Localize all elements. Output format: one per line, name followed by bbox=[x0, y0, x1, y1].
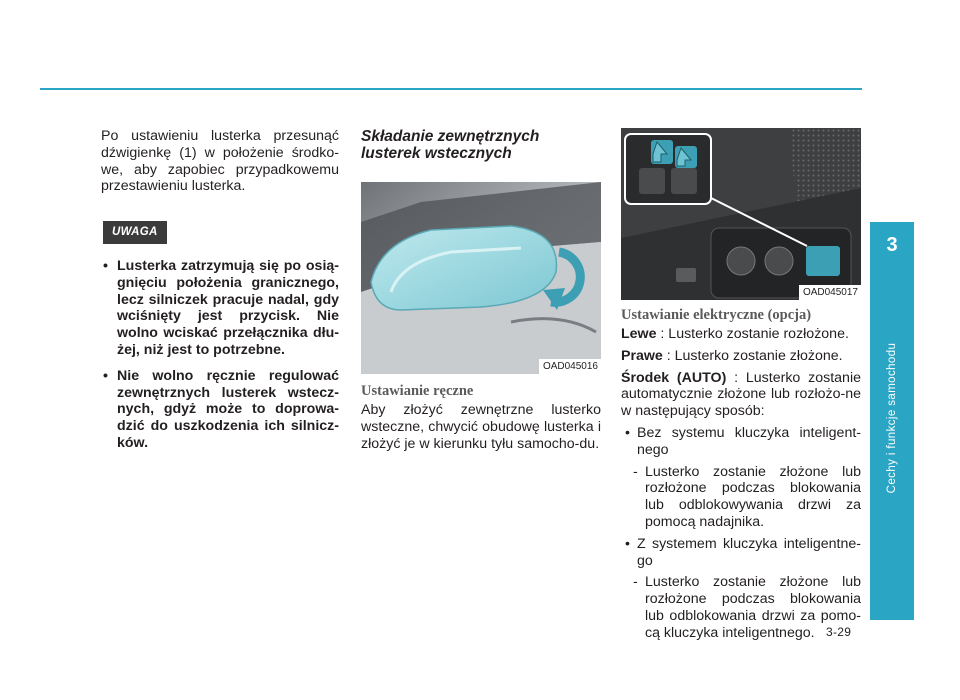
definition-right bbox=[621, 348, 861, 365]
list-subitem bbox=[621, 574, 861, 641]
image-label: OAD045016 bbox=[539, 359, 601, 374]
car-mirror-illustration bbox=[361, 182, 601, 374]
warning-list bbox=[101, 258, 339, 452]
manual-paragraph: Aby złożyć zewnętrzne lusterko wsteczne, chwycić obudowę lusterka i złożyć je w kierunku tyłu samocho-du. bbox=[361, 402, 601, 452]
warning-badge: UWAGA bbox=[103, 221, 167, 244]
mirror-switch-image bbox=[621, 128, 861, 300]
dash-icon: - bbox=[633, 463, 638, 480]
column-3 bbox=[621, 128, 861, 647]
term: Środek (AUTO) bbox=[621, 369, 727, 386]
warning-item bbox=[101, 368, 339, 452]
definition-auto bbox=[621, 370, 861, 420]
bullet-text: Bez systemu kluczyka inteligent-nego bbox=[637, 424, 861, 458]
mirror-folding-image bbox=[361, 182, 601, 374]
subheading-manual: Ustawianie ręczne bbox=[361, 383, 474, 399]
bullet-icon: • bbox=[103, 257, 108, 274]
definition-text: : Lusterko zostanie rozłożone. bbox=[656, 326, 849, 342]
chapter-title: Cechy i funkcje samochodu bbox=[886, 342, 898, 494]
definition-text: : Lusterko zostanie złożone. bbox=[662, 347, 843, 364]
term: Lewe bbox=[621, 326, 657, 342]
bullet-icon: • bbox=[625, 535, 630, 552]
door-panel-illustration bbox=[621, 128, 861, 300]
dash-text: Lusterko zostanie złożone lub rozłożone podczas blokowania lub odblokowywania drzwi za pomocą nadajnika. bbox=[645, 463, 861, 530]
bullet-icon: • bbox=[625, 424, 630, 441]
dash-text: Lusterko zostanie złożone lub rozłożone podczas blokowania lub odblokowania drzwi za pomo-cą kluczyka inteligentnego. bbox=[645, 574, 861, 641]
column-1 bbox=[101, 128, 339, 461]
dash-icon: - bbox=[633, 574, 638, 591]
bullet-icon: • bbox=[103, 367, 108, 384]
list-item bbox=[621, 425, 861, 459]
header-rule bbox=[40, 88, 862, 90]
bullet-text: Z systemem kluczyka inteligentne-go bbox=[637, 535, 861, 569]
warning-item bbox=[101, 258, 339, 359]
intro-paragraph: Po ustawieniu lusterka przesunąć dźwigienkę (1) w położenie środko-we, aby zapobiec przypadkowemu przestawieniu lusterka. bbox=[101, 128, 339, 195]
warning-text: Nie wolno ręcznie regulować zewnętrznych lusterek wstecz-nych, gdyż może to doprowa-dzić do uszkodzenia ich silnicz-ków. bbox=[117, 367, 339, 451]
term: Prawe bbox=[621, 347, 663, 364]
definition-text: : Lusterko zostanie automatycznie złożone lub rozłożo-ne w następujący sposób: bbox=[621, 369, 861, 420]
image-label: OAD045017 bbox=[799, 285, 861, 300]
list-item bbox=[621, 536, 861, 570]
column-2 bbox=[361, 128, 601, 458]
list-subitem bbox=[621, 464, 861, 531]
section-heading: Składanie zewnętrznych lusterek wstecznych bbox=[361, 128, 540, 162]
warning-text: Lusterka zatrzymują się po osią-gnięciu położenia granicznego, lecz silniczek pracuje nadal, gdy wciśnięty jest przycisk. Nie wolno wciskać przełącznika dłu-żej, niż jest to potrzebne. bbox=[117, 257, 339, 358]
page-number: 3-29 bbox=[826, 625, 852, 639]
definition-left bbox=[621, 326, 861, 343]
subheading-electric: Ustawianie elektryczne (opcja) bbox=[621, 307, 812, 323]
chapter-number: 3 bbox=[886, 234, 898, 256]
chapter-tab bbox=[870, 222, 914, 620]
